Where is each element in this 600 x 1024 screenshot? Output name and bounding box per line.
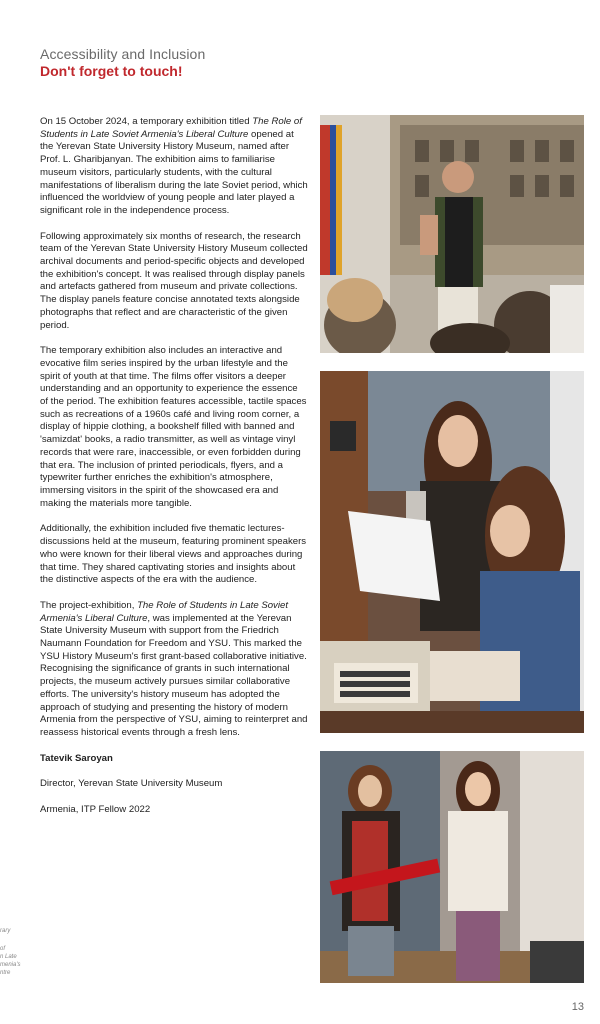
section-kicker: Accessibility and Inclusion (40, 46, 206, 62)
paragraph-5 (40, 600, 308, 740)
side-caption-line: of (0, 946, 6, 952)
exhibition-title-2: The Role of Students in Late Soviet Armenia's Liberal Culture (40, 599, 288, 624)
article-title: Don't forget to touch! (40, 63, 183, 79)
paragraph-5-rest: , was implemented at the Yerevan State University Museum with support from the Friedrich Naumann Foundation for Freedom and YSU. This marked the YSU History Museum's first grant-based collaborative initiative. Recognising the significance of grants in such international projects, the museum actively pursues similar collaborative efforts. The university's history museum has adopted the approach of studying and presenting the history of modern Armenia from the perspective of YSU, aiming to reinterpret and reassess historical events through a fresh lens. (40, 612, 308, 738)
author-name: Tatevik Saroyan (40, 752, 113, 764)
exhibition-title: The Role of Students in Late Soviet Armenia's Liberal Culture (40, 116, 302, 140)
author-role: Director, Yerevan State University Museum (40, 778, 223, 790)
side-caption-line: menia's (0, 962, 21, 968)
paragraph-5-lead: The project-exhibition, (40, 599, 138, 611)
article-body (40, 116, 308, 830)
paragraph-4: Additionally, the exhibition included five thematic lectures-discussions held at the museum, featuring prominent speakers who were known for their liberal views and approaches during that time. They shared captivating stories and insights about the distinctive aspects of the era with the audience. (40, 523, 307, 586)
signature-block (40, 753, 308, 817)
paragraph-3: The temporary exhibition also includes an interactive and evocative film series inspired by the urban lifestyle and the spirit of youth at that time. The films offer visitors a deeper understanding and an opportunity to experience the essence of the period. The exhibition features accessible, tactile spaces such as recreations of a 1960s café and living room corner, a display of hippie clothing, a bookshelf filled with banned and 'samizdat' books, a radio transmitter, as well as vintage vinyl records that were rare, inaccessible, or even forbidden during that era. The inclusion of printed periodicals, flyers, and a typewriter further enriches the exhibition's atmosphere, immersing visitors in the spirit of the showcased era and making the materials more tangible. (40, 345, 307, 509)
side-caption (0, 927, 24, 977)
author-affiliation: Armenia, ITP Fellow 2022 (40, 804, 151, 816)
page-number: 13 (571, 1001, 584, 1013)
side-caption-line: ntre (0, 970, 11, 976)
paragraph-2: Following approximately six months of research, the research team of the Yerevan State University History Museum collected archival documents and period-specific objects and developed the exhibition's concept. It was realised through display panels and artefacts gathered from museum and private collections. The display panels feature concise annotated texts alongside photographs that reflect and are characteristic of the given period. (40, 230, 308, 331)
photo-visitors-typewriter (320, 371, 584, 733)
side-caption-line: rary (0, 928, 11, 934)
photo-lecture-speaker (320, 115, 584, 353)
photo-hippie-performers (320, 751, 584, 983)
paragraph-1-rest: opened at the Yerevan State University History Museum, named after Prof. L. Gharibjanyan. The exhibition aims to familiarise museum visitors, particularly students, with the cultural manifestations of liberalism during the late Soviet period, which influenced the worldview of young people and later played a significant role in the independence process. (40, 128, 308, 216)
paragraph-1-lead: On 15 October 2024, a temporary exhibition titled (40, 116, 250, 127)
paragraph-1 (40, 116, 308, 218)
side-caption-line: n Late (0, 954, 17, 960)
